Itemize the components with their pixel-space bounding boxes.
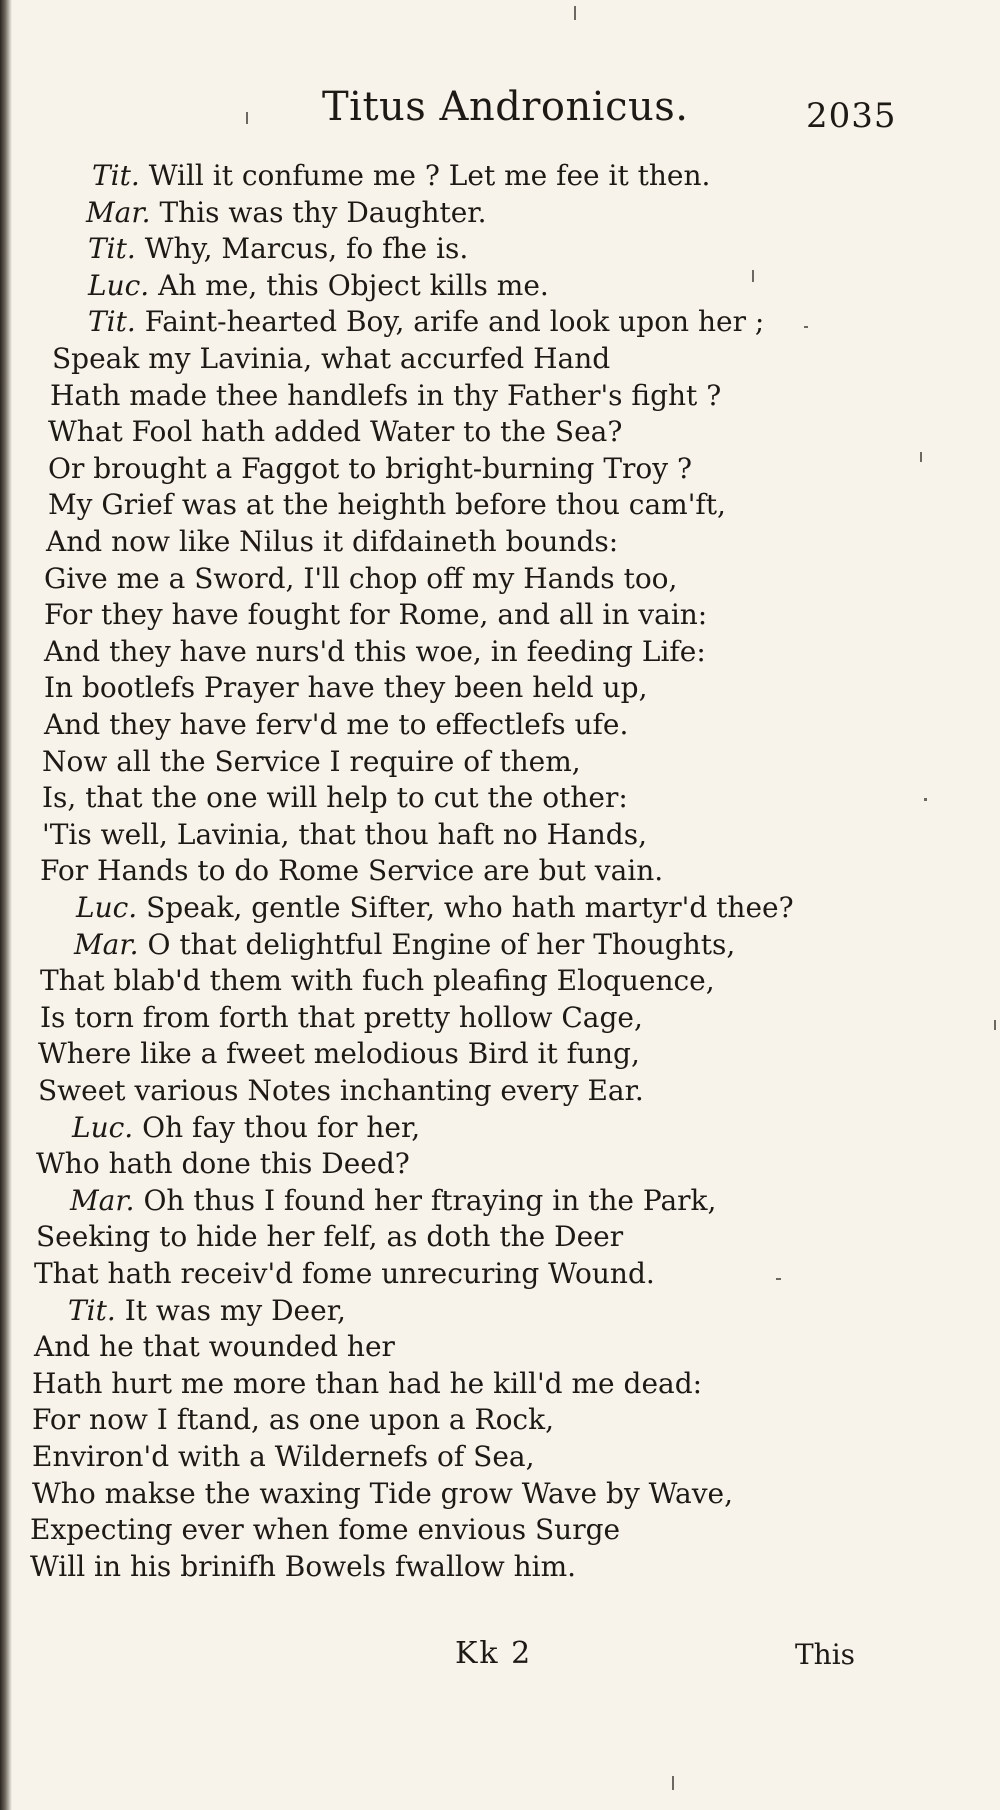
speaker-name: Tit.: [68, 1294, 116, 1327]
verse-line: [74, 927, 735, 963]
line-text: And they have ferv'd me to effectlefs ufe.: [44, 708, 629, 741]
ink-speck: [672, 1776, 674, 1790]
verse-line: [44, 670, 647, 706]
ink-speck: [246, 112, 248, 124]
ink-speck: [574, 6, 576, 20]
ink-speck: [920, 452, 922, 462]
verse-line: [72, 1110, 420, 1146]
verse-line: [88, 231, 468, 267]
speaker-name: Tit.: [88, 232, 136, 265]
verse-line: [34, 1256, 655, 1292]
verse-line: [44, 597, 707, 633]
verse-line: [36, 1219, 623, 1255]
line-text: Is, that the one will help to cut the other:: [42, 781, 628, 814]
line-text: For Hands to do Rome Service are but vain.: [40, 854, 664, 887]
verse-line: [48, 487, 726, 523]
verse-line: [48, 451, 692, 487]
verse-line: [40, 1000, 643, 1036]
line-text: This was thy Daughter.: [150, 196, 487, 229]
line-text: That blab'd them with fuch pleafing Eloquence,: [40, 964, 715, 997]
verse-line: [52, 341, 610, 377]
line-text: Now all the Service I require of them,: [42, 745, 581, 778]
running-title: Titus Andronicus.: [322, 84, 689, 130]
line-text: Seeking to hide her felf, as doth the Deer: [36, 1220, 624, 1253]
verse-line: [32, 1439, 535, 1475]
speaker-name: Tit.: [92, 159, 140, 192]
verse-line: [88, 268, 549, 304]
verse-line: [36, 1146, 410, 1182]
line-text: Why, Marcus, fo fhe is.: [135, 232, 469, 265]
ink-speck: [752, 270, 754, 282]
line-text: Expecting ever when fome envious Surge: [30, 1513, 621, 1546]
line-text: Speak, gentle Sifter, who hath martyr'd thee?: [137, 891, 794, 924]
line-text: Environ'd with a Wildernefs of Sea,: [32, 1440, 535, 1473]
speaker-name: Tit.: [88, 305, 136, 338]
line-text: Where like a fweet melodious Bird it fung,: [38, 1037, 640, 1070]
speaker-name: Luc.: [88, 269, 150, 302]
verse-line: [48, 414, 622, 450]
verse-line: [32, 1476, 733, 1512]
line-text: O that delightful Engine of her Thoughts,: [138, 928, 736, 961]
verse-line: [40, 963, 715, 999]
ink-speck: [776, 1278, 781, 1280]
line-text: Ah me, this Object kills me.: [149, 269, 549, 302]
verse-line: [30, 1512, 620, 1548]
line-text: Oh fay thou for her,: [133, 1111, 421, 1144]
catchword: This: [795, 1638, 856, 1671]
ink-speck: [804, 326, 808, 328]
verse-line: [42, 744, 581, 780]
verse-line: [38, 1036, 640, 1072]
line-text: Sweet various Notes inchanting every Ear.: [38, 1074, 644, 1107]
line-text: Give me a Sword, I'll chop off my Hands too,: [44, 562, 678, 595]
line-text: Who hath done this Deed?: [36, 1147, 410, 1180]
verse-line: [50, 378, 721, 414]
line-text: Is torn from forth that pretty hollow Cage,: [40, 1001, 643, 1034]
speaker-name: Luc.: [72, 1111, 134, 1144]
line-text: And he that wounded her: [34, 1330, 395, 1363]
verse-line: [32, 1402, 554, 1438]
signature-mark: Kk 2: [455, 1636, 533, 1671]
line-text: Will in his brinifh Bowels fwallow him.: [30, 1550, 577, 1583]
verse-line: [40, 853, 663, 889]
verse-line: [88, 304, 764, 340]
line-text: And they have nurs'd this woe, in feeding Life:: [44, 635, 706, 668]
verse-line: [68, 1293, 346, 1329]
line-text: Will it confume me ? Let me fee it then.: [139, 159, 711, 192]
verse-line: [30, 1549, 576, 1585]
verse-line: [70, 1183, 716, 1219]
verse-line: [44, 634, 706, 670]
page-number: 2035: [806, 96, 897, 136]
line-text: In bootlefs Prayer have they been held up,: [44, 671, 648, 704]
line-text: 'Tis well, Lavinia, that thou haft no Hands,: [42, 818, 647, 851]
line-text: Speak my Lavinia, what accurfed Hand: [52, 342, 611, 375]
ink-speck: [924, 798, 927, 801]
line-text: For they have fought for Rome, and all in vain:: [44, 598, 708, 631]
ink-speck: [994, 1020, 996, 1030]
line-text: It was my Deer,: [115, 1294, 346, 1327]
line-text: Hath hurt me more than had he kill'd me dead:: [32, 1367, 703, 1400]
verse-line: [42, 817, 647, 853]
line-text: Or brought a Faggot to bright-burning Troy ?: [48, 452, 692, 485]
line-text: Who makse the waxing Tide grow Wave by Wave,: [32, 1477, 733, 1510]
verse-line: [76, 890, 794, 926]
line-text: Faint-hearted Boy, arife and look upon her ;: [135, 305, 765, 338]
verse-line: [44, 561, 677, 597]
page-gutter-shadow: [0, 0, 12, 1810]
verse-line: [32, 1366, 702, 1402]
verse-line: [44, 707, 628, 743]
verse-line: [92, 158, 710, 194]
line-text: My Grief was at the heighth before thou cam'ft,: [48, 488, 726, 521]
verse-line: [46, 524, 618, 560]
verse-line: [34, 1329, 395, 1365]
verse-line: [86, 195, 487, 231]
line-text: Oh thus I found her ftraying in the Park,: [134, 1184, 717, 1217]
verse-line: [38, 1073, 644, 1109]
line-text: That hath receiv'd fome unrecuring Wound.: [34, 1257, 655, 1290]
speaker-name: Mar.: [86, 196, 151, 229]
speaker-name: Mar.: [70, 1184, 135, 1217]
speaker-name: Luc.: [76, 891, 138, 924]
line-text: What Fool hath added Water to the Sea?: [48, 415, 623, 448]
verse-line: [42, 780, 628, 816]
line-text: Hath made thee handlefs in thy Father's fight ?: [50, 379, 722, 412]
line-text: And now like Nilus it difdaineth bounds:: [46, 525, 619, 558]
line-text: For now I ftand, as one upon a Rock,: [32, 1403, 554, 1436]
speaker-name: Mar.: [74, 928, 139, 961]
